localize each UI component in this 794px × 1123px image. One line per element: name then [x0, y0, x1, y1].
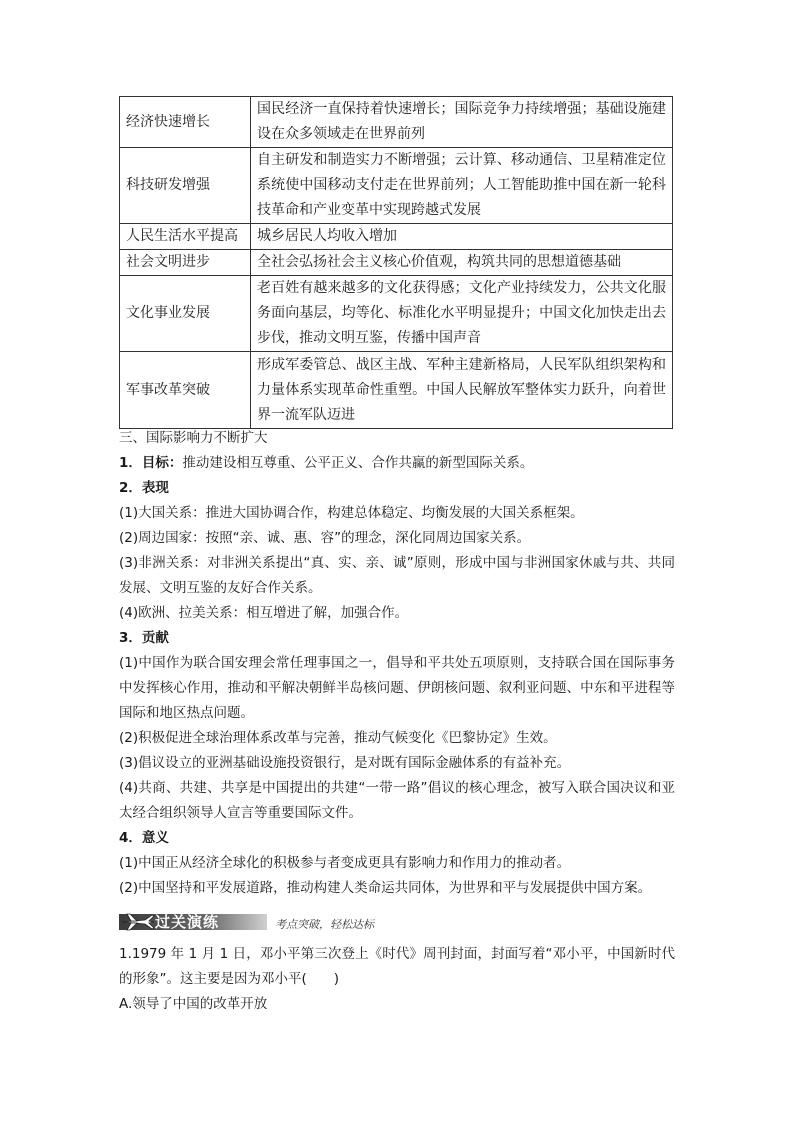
table-row [120, 250, 673, 276]
question-block [119, 942, 675, 1017]
practice-banner [119, 910, 675, 934]
banner-subtitle: 考点突破，轻松达标 [275, 918, 374, 931]
table-category-cell: 科技研发增强 [120, 148, 251, 224]
performance-heading: 2．表现 [119, 480, 169, 496]
option-a: A.领导了中国的改革开放 [119, 996, 268, 1012]
table-row [120, 224, 673, 250]
table-category-cell: 文化事业发展 [120, 276, 251, 352]
table-row [120, 148, 673, 224]
table-content-cell: 全社会弘扬社会主义核心价值观，构筑共同的思想道德基础 [251, 250, 673, 276]
table-row [120, 276, 673, 352]
contribution-item: (3)倡议设立的亚洲基础设施投资银行，是对既有国际金融体系的有益补充。 [119, 755, 571, 771]
meaning-heading: 4．意义 [119, 830, 169, 846]
section-body [119, 426, 675, 901]
goal-paragraph [119, 451, 675, 476]
table-content-cell: 国民经济一直保持着快速增长；国际竞争力持续增强；基础设施建设在众多领域走在世界前列 [251, 97, 673, 148]
contribution-item: (1)中国作为联合国安理会常任理事国之一，倡导和平共处五项原则，支持联合国在国际事务中发挥核心作用，推动和平解决朝鲜半岛核问题、伊朗核问题、叙利亚问题、中东和平进程等国际和地区热点问题。 [119, 655, 675, 721]
performance-item: (3)非洲关系：对非洲关系提出“真、实、亲、诚”原则，形成中国与非洲国家休戚与共、共同发展、文明互鉴的友好合作关系。 [119, 555, 675, 596]
meaning-item: (2)中国坚持和平发展道路，推动构建人类命运共同体，为世界和平与发展提供中国方案。 [119, 880, 652, 896]
table-category-cell: 人民生活水平提高 [120, 224, 251, 250]
performance-item: (1)大国关系：推进大国协调合作，构建总体稳定、均衡发展的大国关系框架。 [119, 505, 584, 521]
table-content-cell: 城乡居民人均收入增加 [251, 224, 673, 250]
airplane-icon [121, 912, 155, 932]
goal-label: 1．目标： [119, 455, 183, 471]
table-content-cell: 老百姓有越来越多的文化获得感；文化产业持续发力，公共文化服务面向基层，均等化、标准化水平明显提升；中国文化加快走出去步伐，推动文明互鉴，传播中国声音 [251, 276, 673, 352]
contribution-item: (4)共商、共建、共享是中国提出的共建“一带一路”倡议的核心理念，被写入联合国决议和亚太经合组织领导人宣言等重要国际文件。 [119, 780, 675, 821]
achievements-table [119, 96, 673, 429]
table-category-cell: 军事改革突破 [120, 352, 251, 429]
performance-item: (4)欧洲、拉美关系：相互增进了解，加强合作。 [119, 605, 409, 621]
table-row [120, 97, 673, 148]
table-content-cell: 自主研发和制造实力不断增强；云计算、移动通信、卫星精准定位系统使中国移动支付走在世界前列；人工智能助推中国在新一轮科技革命和产业变革中实现跨越式发展 [251, 148, 673, 224]
table-category-cell: 社会文明进步 [120, 250, 251, 276]
banner-title: 过关演练 [155, 913, 220, 931]
contribution-heading: 3．贡献 [119, 630, 169, 646]
meaning-item: (1)中国正从经济全球化的积极参与者变成更具有影响力和作用力的推动者。 [119, 855, 571, 871]
table-row [120, 352, 673, 429]
performance-item: (2)周边国家：按照“亲、诚、惠、容”的理念，深化同周边国家关系。 [119, 530, 531, 546]
goal-text: 推动建设相互尊重、公平正义、合作共赢的新型国际关系。 [182, 455, 534, 471]
question-stem: 1.1979 年 1 月 1 日，邓小平第三次登上《时代》周刊封面，封面写着“邓小平，中国新时代的形象”。这主要是因为邓小平( ) [119, 946, 675, 987]
table-category-cell: 经济快速增长 [120, 97, 251, 148]
section-heading: 三、国际影响力不断扩大 [119, 430, 268, 446]
table-content-cell: 形成军委管总、战区主战、军种主建新格局，人民军队组织架构和力量体系实现革命性重塑。中国人民解放军整体实力跃升，向着世界一流军队迈进 [251, 352, 673, 429]
contribution-item: (2)积极促进全球治理体系改革与完善，推动气候变化《巴黎协定》生效。 [119, 730, 557, 746]
